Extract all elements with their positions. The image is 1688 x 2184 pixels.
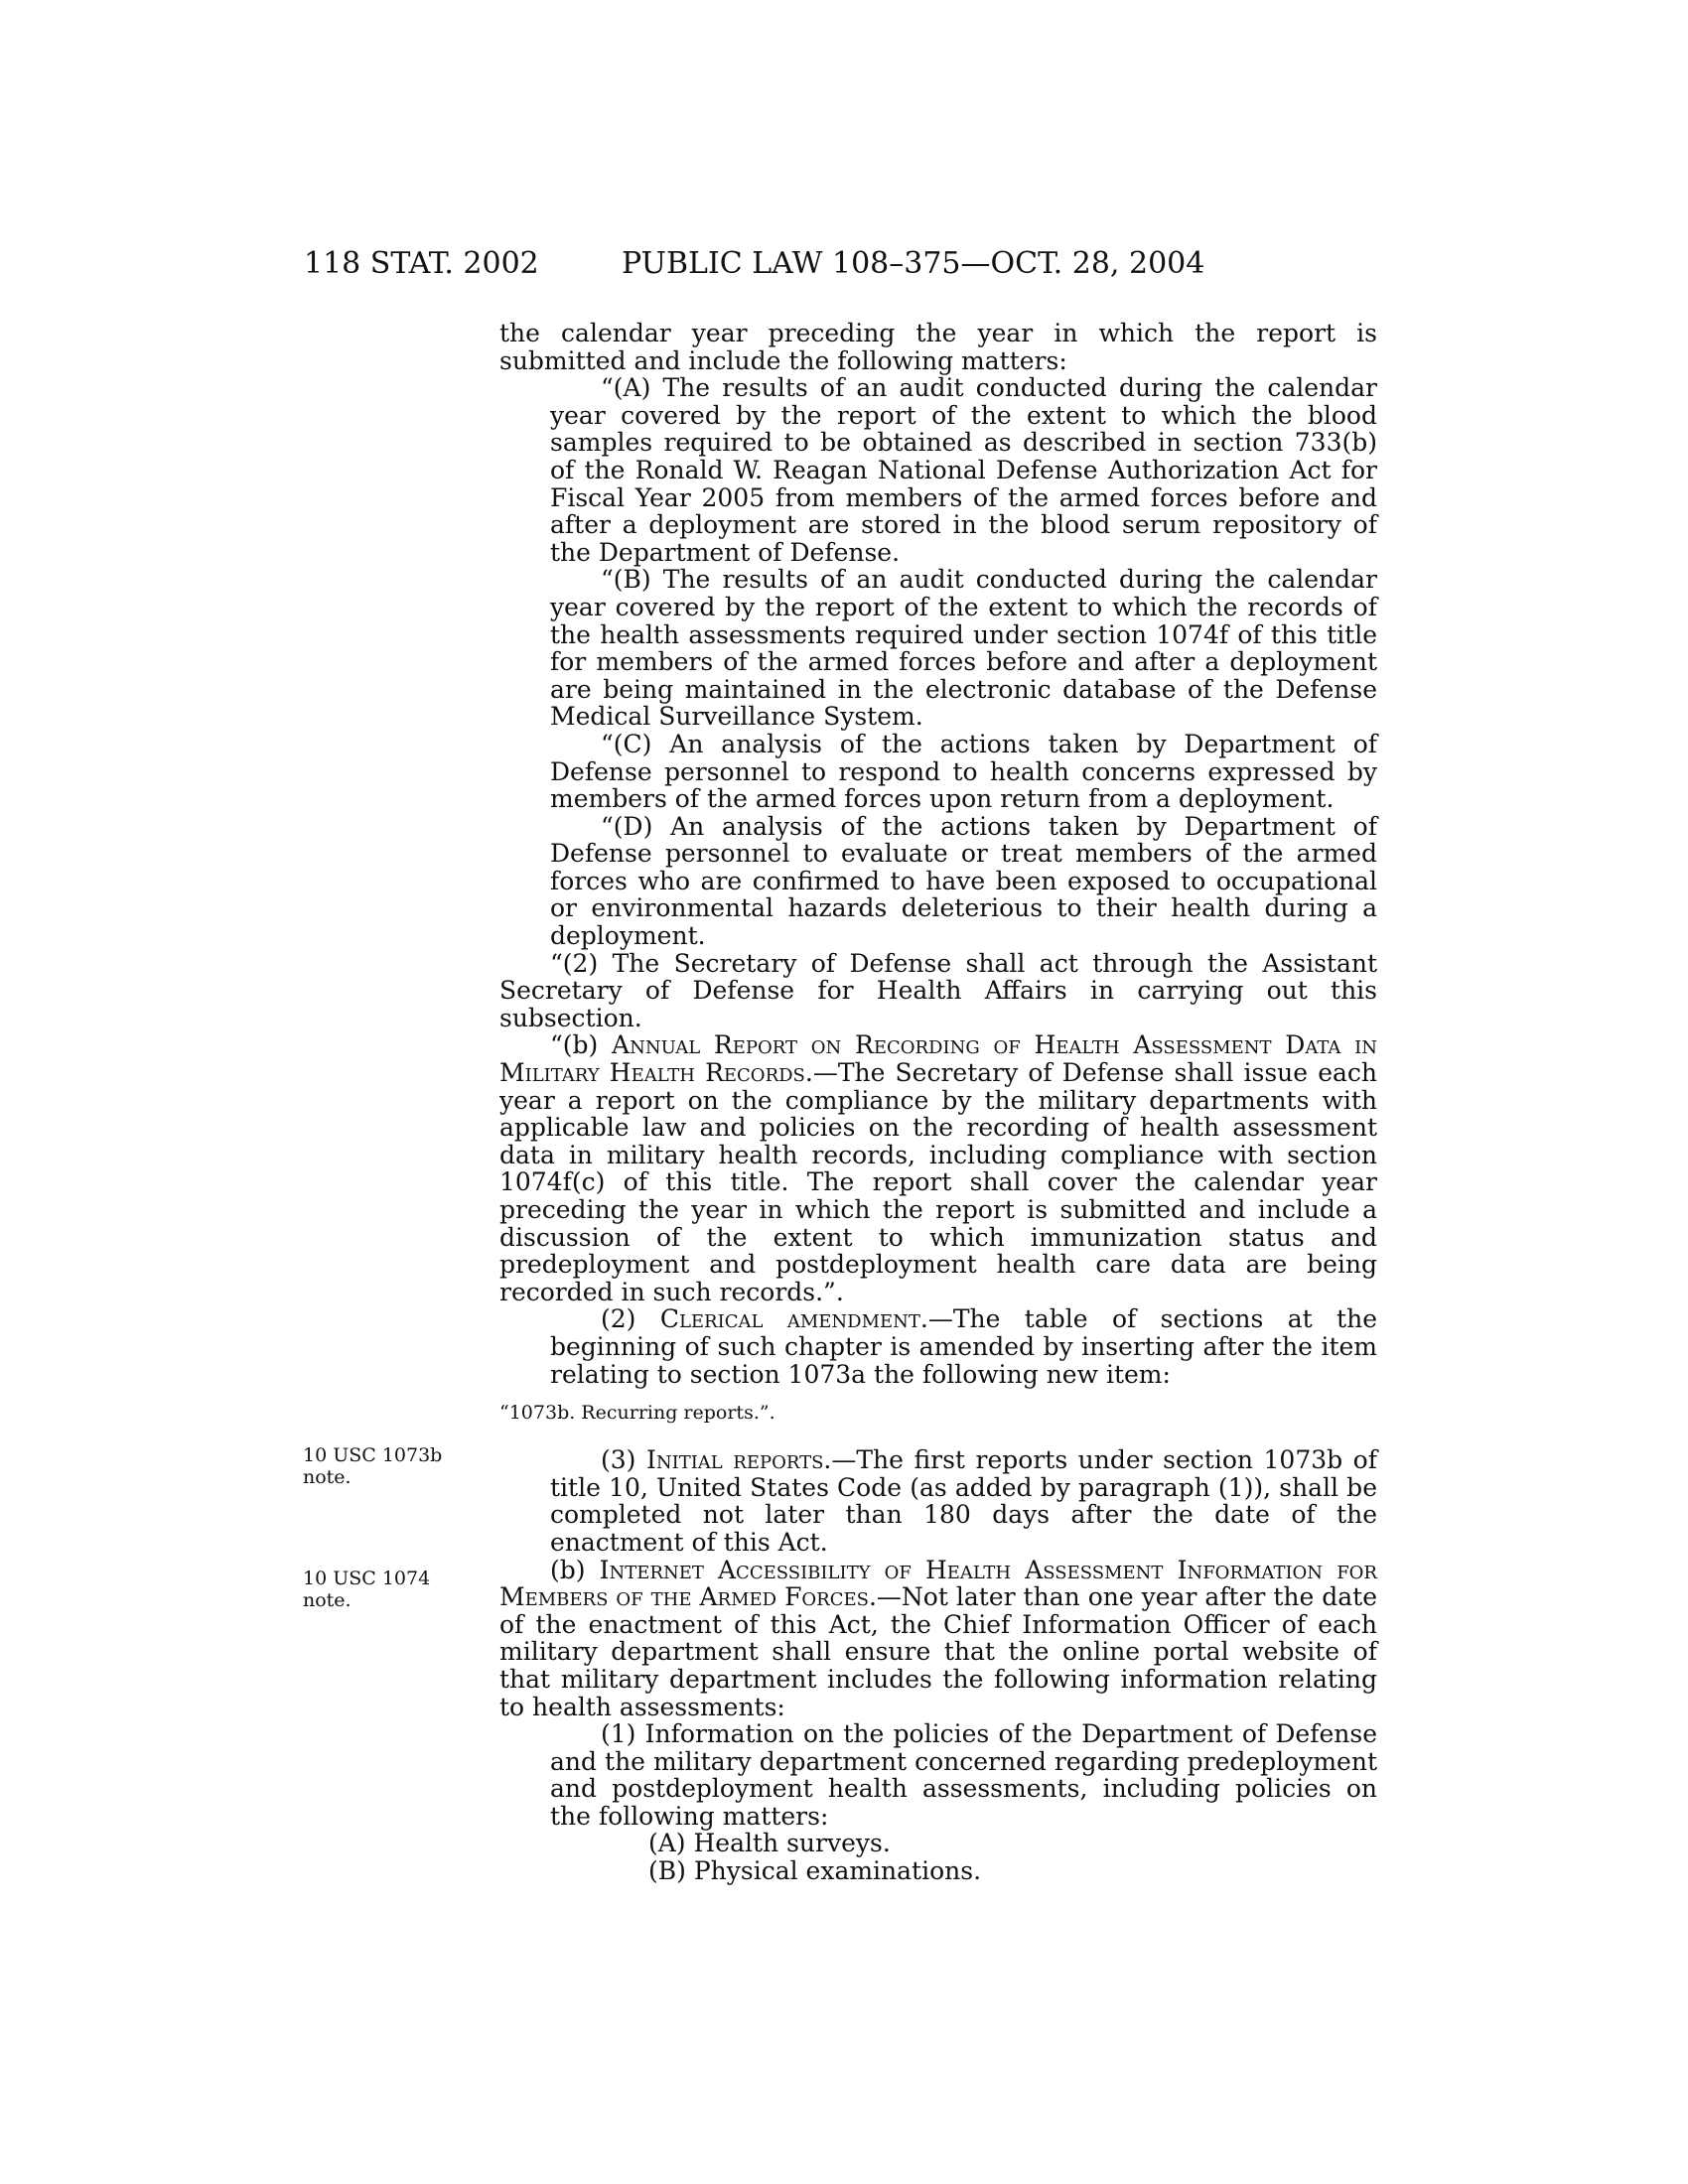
paragraph-clerical-amendment [499, 1305, 1377, 1388]
table-of-sections-item: “1073b. Recurring reports.”. [499, 1402, 775, 1425]
paragraph-body: —The table of sections at the beginning of such chapter is amended by inserting after the item relating to section 1073a the following new item: [550, 1304, 1377, 1389]
paragraph-D: “(D) An analysis of the actions taken by Department of Defense personnel to evaluate or treat members of the armed forces who are confirmed to have been exposed to occupational or environmental hazards deleterious to their health during a deployment. [550, 811, 1377, 951]
paragraph-A: “(A) The results of an audit conducted during the calendar year covered by the report of the extent to which the blood samples required to be obtained as described in section 733(b) of the Ronald W. Reagan National Defense Authorization Act for Fiscal Year 2005 from members of the armed forces before and after a deployment are stored in the blood serum repository of the Department of Defense. [550, 373, 1377, 567]
paragraph-body: —Not later than one year after the date of the enactment of this Act, the Chief Information Officer of each military department shall ensure that the online portal website of that military department includes the following information relating to health assessments: [499, 1582, 1378, 1721]
margin-note-line: note. [303, 1589, 352, 1611]
paragraph-prefix: (2) [601, 1304, 660, 1334]
paragraph-2: “(2) The Secretary of Defense shall act through the Assistant Secretary of Defense for Health Affairs in carrying out this subsection. [499, 948, 1377, 1032]
paragraph-body: —The Secretary of Defense shall issue each year a report on the compliance by the military departments with applicable law and policies on the recording of health assessment data in military health records, including compliance with section 1074f(c) of this title. The report shall cover the calendar year preceding the year in which the report is submitted and include a discussion of the extent to which immunization status and predeployment and postdeployment health care data are being recorded in such records.”. [499, 1058, 1377, 1306]
paragraph-C: “(C) An analysis of the actions taken by Department of Defense personnel to respond to health concerns expressed by members of the armed forces upon return from a deployment. [550, 729, 1377, 814]
paragraph-heading: Clerical amendment. [659, 1304, 928, 1334]
margin-note-1073b [303, 1444, 452, 1488]
paragraph-B-physical-examinations: (B) Physical examinations. [648, 1856, 982, 1886]
document-body [499, 320, 1377, 1885]
paragraph-continuation: the calendar year preceding the year in which the report is submitted and include the following matters: [499, 319, 1377, 375]
paragraph-body: —The first reports under section 1073b of title 10, United States Code (as added by paragraph (1)), shall be completed not later than 180 days after the date of the enactment of this Act. [550, 1445, 1377, 1557]
page-header [0, 246, 1688, 286]
paragraph-prefix: (b) [550, 1555, 600, 1584]
paragraph-b-annual-report [499, 1031, 1377, 1305]
margin-note-1074 [303, 1568, 452, 1611]
margin-note-line: 10 USC 1074 [303, 1568, 431, 1589]
paragraph-heading: Annual Report on Recording of Health Assessment Data in Military Health Records. [499, 1030, 1377, 1088]
paragraph-B: “(B) The results of an audit conducted during the calendar year covered by the report of the extent to which the records of the health assessments required under section 1074f of this title for members of the armed forces before and after a deployment are being maintained in the electronic database of the Defense Medical Surveillance System. [550, 565, 1377, 732]
margin-note-line: 10 USC 1073b [303, 1444, 443, 1466]
paragraph-initial-reports [499, 1446, 1377, 1556]
paragraph-prefix: (3) [601, 1445, 646, 1475]
paragraph-heading: Initial reports. [645, 1445, 832, 1475]
paragraph-prefix: “(b) [550, 1030, 613, 1060]
margin-note-line: note. [303, 1466, 352, 1488]
paragraph-heading: Internet Accessibility of Health Assessment Information for Members of the Armed Forces. [499, 1555, 1377, 1612]
statute-page-number: 118 STAT. 2002 [304, 246, 539, 281]
paragraph-internet-accessibility [499, 1557, 1377, 1721]
public-law-title: PUBLIC LAW 108–375—OCT. 28, 2004 [622, 246, 1205, 281]
paragraph-A-health-surveys: (A) Health surveys. [648, 1829, 891, 1858]
paragraph-1-information: (1) Information on the policies of the Department of Defense and the military department concerned regarding predeployment and postdeployment health assessments, including policies on the following matters: [550, 1719, 1377, 1831]
